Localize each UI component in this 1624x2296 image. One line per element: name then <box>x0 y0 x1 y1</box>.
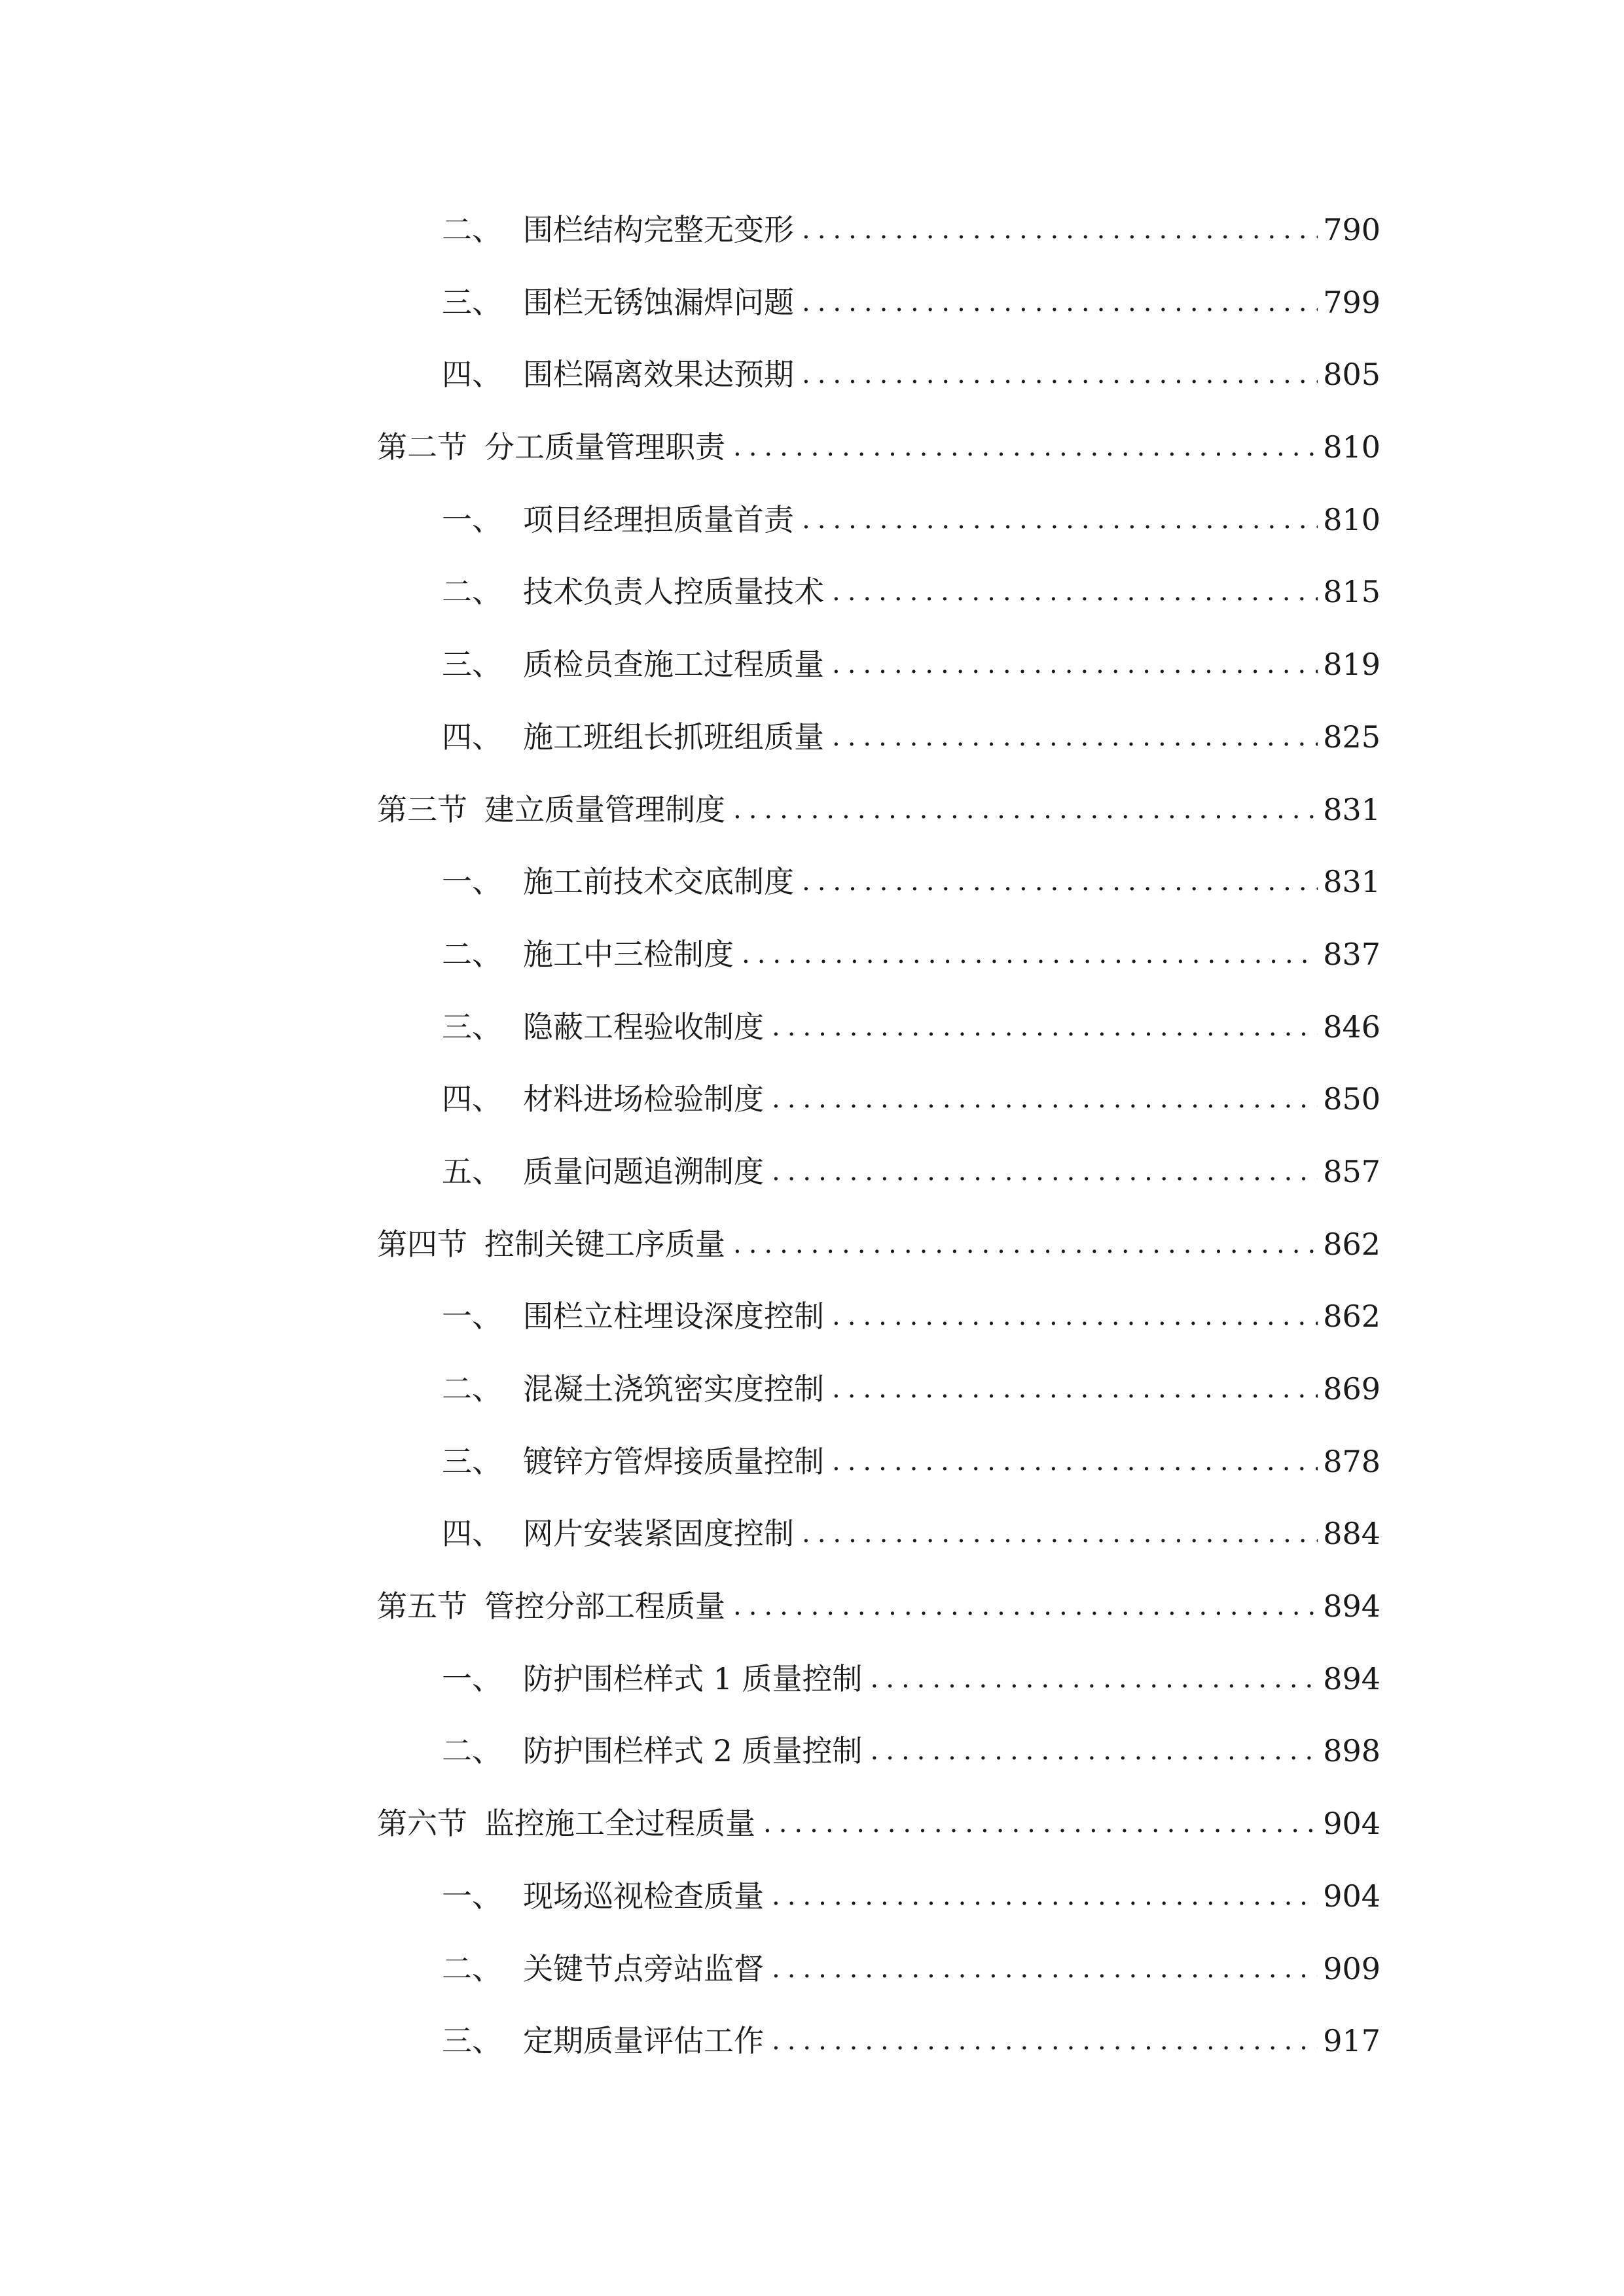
toc-subsection-entry[interactable] <box>0 918 1624 991</box>
toc-entry-title: 混凝土浇筑密实度控制 <box>523 1371 824 1407</box>
toc-page-number: 846 <box>1323 1009 1380 1045</box>
toc-entry-number: 三、 <box>442 284 502 320</box>
toc-subsection-entry[interactable] <box>0 1353 1624 1426</box>
toc-subsection-entry[interactable] <box>0 2005 1624 2077</box>
toc-entry-title: 围栏隔离效果达预期 <box>523 357 794 393</box>
toc-dot-leader <box>824 556 1318 628</box>
toc-dot-leader <box>824 1426 1318 1498</box>
toc-page-number: 904 <box>1323 1878 1380 1914</box>
toc-dot-leader <box>725 774 1318 846</box>
toc-entry-number: 二、 <box>442 1733 502 1769</box>
toc-page-number: 831 <box>1323 791 1380 827</box>
toc-entry-number: 一、 <box>442 1299 502 1335</box>
toc-entry-number: 第四节 <box>377 1226 467 1262</box>
toc-page-number: 894 <box>1323 1588 1380 1624</box>
toc-entry-number: 四、 <box>442 719 502 755</box>
toc-entry-title: 控制关键工序质量 <box>484 1226 725 1262</box>
toc-dot-leader <box>725 411 1318 484</box>
toc-page-number: 862 <box>1323 1226 1380 1262</box>
toc-dot-leader <box>863 1643 1318 1715</box>
toc-entry-title: 项目经理担质量首责 <box>523 501 794 537</box>
toc-entry-title: 围栏无锈蚀漏焊问题 <box>523 284 794 320</box>
toc-entry-label <box>377 411 1318 484</box>
toc-dot-leader <box>824 1280 1318 1353</box>
toc-page-number: 831 <box>1323 864 1380 900</box>
toc-page-number: 862 <box>1323 1299 1380 1335</box>
toc-entry-title: 施工前技术交底制度 <box>523 864 794 900</box>
toc-entry-label <box>377 1787 1318 1860</box>
toc-page-number: 884 <box>1323 1516 1380 1552</box>
toc-entry-number: 四、 <box>442 357 502 393</box>
toc-section-entry[interactable] <box>0 411 1624 484</box>
toc-entry-label <box>442 1426 1318 1498</box>
toc-entry-title: 施工中三检制度 <box>523 936 734 972</box>
toc-entry-title: 分工质量管理职责 <box>484 429 725 465</box>
toc-dot-leader <box>863 1715 1318 1787</box>
toc-page-number: 878 <box>1323 1443 1380 1479</box>
toc-entry-title: 防护围栏样式 2 质量控制 <box>523 1733 863 1769</box>
toc-subsection-entry[interactable] <box>0 1136 1624 1208</box>
toc-subsection-entry[interactable] <box>0 846 1624 918</box>
toc-entry-label <box>442 556 1318 628</box>
toc-entry-label <box>442 701 1318 774</box>
toc-entry-title: 技术负责人控质量技术 <box>523 574 824 610</box>
toc-entry-number: 三、 <box>442 647 502 683</box>
toc-entry-label <box>442 991 1318 1064</box>
toc-page-number: 909 <box>1323 1950 1380 1986</box>
toc-dot-leader <box>824 701 1318 774</box>
toc-subsection-entry[interactable] <box>0 628 1624 701</box>
toc-entry-number: 三、 <box>442 2023 502 2059</box>
toc-dot-leader <box>764 1136 1318 1208</box>
toc-page-number: 857 <box>1323 1153 1380 1189</box>
toc-dot-leader <box>725 1208 1318 1281</box>
toc-entry-number: 二、 <box>442 1950 502 1986</box>
toc-entry-number: 一、 <box>442 1660 502 1696</box>
toc-entry-number: 三、 <box>442 1443 502 1479</box>
toc-entry-title: 管控分部工程质量 <box>484 1588 725 1624</box>
toc-entry-title: 建立质量管理制度 <box>484 791 725 827</box>
toc-dot-leader <box>794 338 1318 411</box>
toc-page-number: 850 <box>1323 1081 1380 1117</box>
toc-entry-number: 一、 <box>442 1878 502 1914</box>
toc-entry-label <box>442 918 1318 991</box>
toc-entry-title: 镀锌方管焊接质量控制 <box>523 1443 824 1479</box>
toc-page-number: 810 <box>1323 429 1380 465</box>
toc-entry-number: 二、 <box>442 936 502 972</box>
toc-entry-label <box>442 2005 1318 2077</box>
toc-subsection-entry[interactable] <box>0 1643 1624 1715</box>
toc-page-number: 825 <box>1323 719 1380 755</box>
toc-entry-title: 围栏立柱埋设深度控制 <box>523 1299 824 1335</box>
toc-entry-title: 材料进场检验制度 <box>523 1081 764 1117</box>
toc-dot-leader <box>755 1787 1318 1860</box>
toc-entry-number: 第二节 <box>377 429 467 465</box>
toc-entry-number: 四、 <box>442 1081 502 1117</box>
toc-entry-title: 防护围栏样式 1 质量控制 <box>523 1660 863 1696</box>
toc-page-number: 898 <box>1323 1733 1380 1769</box>
toc-entry-title: 关键节点旁站监督 <box>523 1950 764 1986</box>
toc-section-entry[interactable] <box>0 1570 1624 1643</box>
toc-dot-leader <box>764 2005 1318 2077</box>
toc-dot-leader <box>764 991 1318 1064</box>
toc-dot-leader <box>794 484 1318 556</box>
toc-entry-title: 现场巡视检查质量 <box>523 1878 764 1914</box>
toc-dot-leader <box>764 1860 1318 1933</box>
toc-page-number: 815 <box>1323 574 1380 610</box>
toc-dot-leader <box>824 628 1318 701</box>
toc-entry-number: 二、 <box>442 1371 502 1407</box>
toc-entry-title: 围栏结构完整无变形 <box>523 212 794 247</box>
toc-dot-leader <box>725 1570 1318 1643</box>
toc-entry-label <box>442 1136 1318 1208</box>
toc-subsection-entry[interactable] <box>0 1280 1624 1353</box>
toc-entry-label <box>377 1208 1318 1281</box>
toc-section-entry[interactable] <box>0 1208 1624 1281</box>
toc-page-number: 904 <box>1323 1806 1380 1842</box>
toc-subsection-entry[interactable] <box>0 1498 1624 1570</box>
table-of-contents <box>0 194 1624 2077</box>
toc-entry-label <box>442 1280 1318 1353</box>
toc-entry-title: 定期质量评估工作 <box>523 2023 764 2059</box>
toc-entry-label <box>442 1933 1318 2005</box>
toc-section-entry[interactable] <box>0 774 1624 846</box>
toc-entry-number: 二、 <box>442 574 502 610</box>
toc-dot-leader <box>794 846 1318 918</box>
toc-subsection-entry[interactable] <box>0 556 1624 628</box>
toc-dot-leader <box>794 194 1318 266</box>
toc-entry-number: 第五节 <box>377 1588 467 1624</box>
toc-entry-label <box>442 628 1318 701</box>
toc-entry-label <box>442 846 1318 918</box>
toc-entry-label <box>442 1715 1318 1787</box>
toc-page-number: 837 <box>1323 936 1380 972</box>
toc-entry-title: 网片安装紧固度控制 <box>523 1516 794 1552</box>
toc-entry-label <box>377 774 1318 846</box>
toc-subsection-entry[interactable] <box>0 484 1624 556</box>
toc-dot-leader <box>764 1933 1318 2005</box>
toc-dot-leader <box>824 1353 1318 1426</box>
toc-subsection-entry[interactable] <box>0 701 1624 774</box>
toc-entry-label <box>442 1353 1318 1426</box>
toc-entry-label <box>442 1063 1318 1136</box>
toc-page-number: 894 <box>1323 1660 1380 1696</box>
toc-entry-label <box>377 1570 1318 1643</box>
toc-subsection-entry[interactable] <box>0 338 1624 411</box>
toc-entry-number: 一、 <box>442 864 502 900</box>
toc-page-number: 869 <box>1323 1371 1380 1407</box>
toc-entry-label <box>442 1643 1318 1715</box>
toc-entry-label <box>442 1860 1318 1933</box>
toc-subsection-entry[interactable] <box>0 991 1624 1064</box>
toc-entry-number: 第三节 <box>377 791 467 827</box>
toc-page-number: 805 <box>1323 357 1380 393</box>
toc-entry-label <box>442 266 1318 339</box>
toc-page-number: 790 <box>1323 212 1380 247</box>
toc-entry-number: 一、 <box>442 501 502 537</box>
toc-page-number: 799 <box>1323 284 1380 320</box>
toc-dot-leader <box>734 918 1318 991</box>
toc-entry-number: 第六节 <box>377 1806 467 1842</box>
toc-entry-number: 二、 <box>442 212 502 247</box>
toc-entry-title: 质量问题追溯制度 <box>523 1153 764 1189</box>
toc-entry-label <box>442 1498 1318 1570</box>
toc-subsection-entry[interactable] <box>0 1426 1624 1498</box>
toc-entry-label <box>442 338 1318 411</box>
toc-subsection-entry[interactable] <box>0 1063 1624 1136</box>
toc-page-number: 819 <box>1323 647 1380 683</box>
toc-section-entry[interactable] <box>0 1787 1624 1860</box>
toc-page-number: 810 <box>1323 501 1380 537</box>
toc-entry-number: 三、 <box>442 1009 502 1045</box>
toc-entry-label <box>442 484 1318 556</box>
toc-dot-leader <box>794 266 1318 339</box>
toc-dot-leader <box>764 1063 1318 1136</box>
toc-subsection-entry[interactable] <box>0 1860 1624 1933</box>
toc-entry-title: 隐蔽工程验收制度 <box>523 1009 764 1045</box>
toc-entry-title: 质检员查施工过程质量 <box>523 647 824 683</box>
toc-entry-title: 施工班组长抓班组质量 <box>523 719 824 755</box>
toc-subsection-entry[interactable] <box>0 194 1624 266</box>
toc-subsection-entry[interactable] <box>0 266 1624 339</box>
toc-subsection-entry[interactable] <box>0 1715 1624 1787</box>
toc-entry-title: 监控施工全过程质量 <box>484 1806 755 1842</box>
toc-entry-number: 四、 <box>442 1516 502 1552</box>
toc-subsection-entry[interactable] <box>0 1933 1624 2005</box>
toc-entry-number: 五、 <box>442 1153 502 1189</box>
toc-page-number: 917 <box>1323 2023 1380 2059</box>
toc-entry-label <box>442 194 1318 266</box>
toc-dot-leader <box>794 1498 1318 1570</box>
